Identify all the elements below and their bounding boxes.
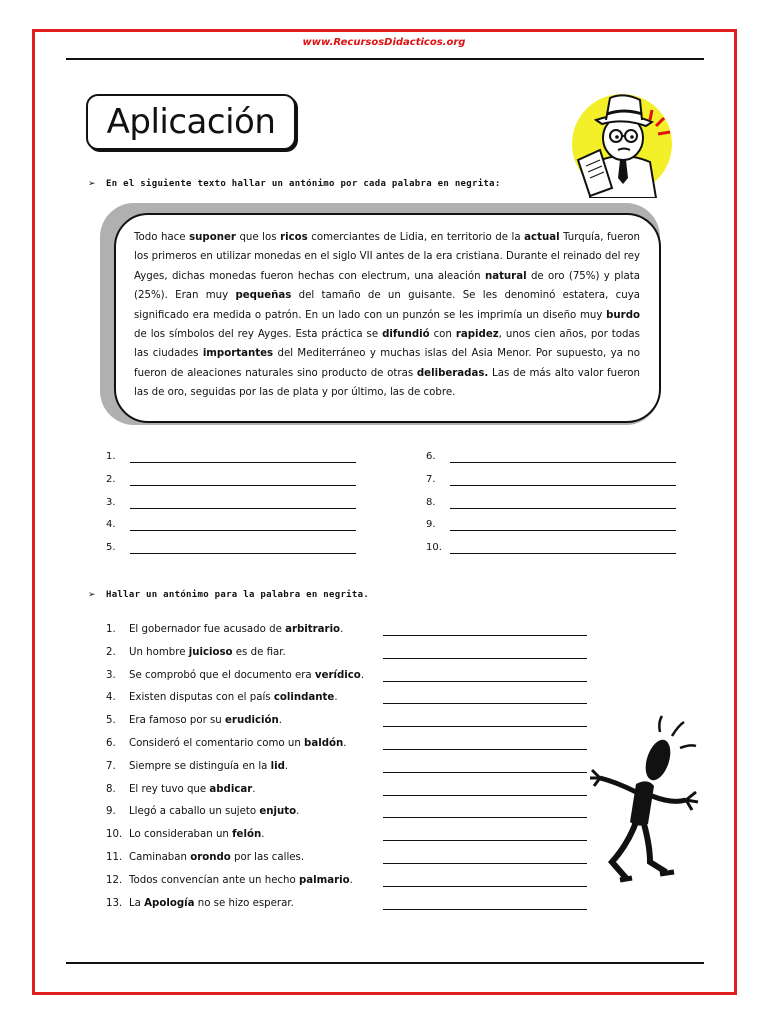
answer-blank-line[interactable] — [450, 530, 676, 531]
question-number: 9. — [106, 806, 116, 818]
section1-instruction — [88, 179, 501, 189]
answer-blank-line[interactable] — [383, 749, 587, 750]
top-rule — [66, 58, 704, 60]
question-number: 4. — [106, 692, 116, 704]
question-text-end: . — [278, 715, 283, 727]
answer-blank-line[interactable] — [450, 508, 676, 509]
paragraph-text: de oro (75%) y plata (25%). Eran muy — [134, 270, 640, 302]
question-text: Era famoso por su — [129, 715, 226, 727]
question-text: Siempre se distinguía en la — [129, 760, 271, 772]
question-number: 8. — [106, 783, 116, 795]
question-text: El gobernador fue acusado de — [129, 624, 286, 635]
bold-keyword: burdo — [606, 309, 640, 321]
answer-blank-line[interactable] — [450, 485, 676, 486]
question-text-end: . — [296, 806, 300, 818]
question-row — [106, 898, 294, 909]
question-row — [106, 670, 364, 681]
answer-blank-line[interactable] — [383, 863, 587, 864]
bold-keyword: deliberadas. — [416, 367, 489, 379]
bold-keyword: Apología — [144, 897, 195, 909]
question-text: El rey tuvo que — [129, 783, 210, 795]
title-box — [86, 94, 296, 150]
question-number: 3. — [106, 669, 116, 681]
answer-number: 9. — [426, 519, 436, 530]
bold-keyword: arbitrario — [285, 624, 341, 635]
answer-blank-line[interactable] — [383, 703, 587, 704]
question-row — [106, 784, 256, 795]
question-text: Todos convencían ante un hecho — [129, 874, 299, 886]
question-text-end: . — [349, 874, 353, 886]
answer-blank-line[interactable] — [130, 553, 356, 554]
bold-keyword: natural — [484, 270, 527, 282]
answer-row — [426, 451, 676, 467]
question-row — [106, 806, 299, 817]
question-row — [106, 875, 353, 886]
question-number: 2. — [106, 646, 116, 658]
bold-keyword: rapidez — [455, 329, 499, 341]
question-number: 5. — [106, 715, 116, 727]
question-text: Un hombre — [129, 646, 189, 658]
bold-keyword: verídico — [314, 669, 361, 681]
question-row — [106, 761, 288, 772]
answer-number: 5. — [106, 542, 116, 553]
answer-blank-line[interactable] — [130, 462, 356, 463]
question-text-end: . — [284, 760, 289, 772]
paragraph-text: Las de más alto valor fueron las de oro, seguidas por las de plata y por último, las de cobre. — [134, 367, 640, 399]
section1-instruction-text: En el siguiente texto hallar un antónimo por cada palabra en negrita: — [106, 179, 501, 189]
answer-row — [106, 519, 356, 535]
question-text-end: . — [360, 669, 365, 681]
reading-paragraph — [134, 228, 640, 403]
bold-keyword: actual — [524, 232, 560, 243]
question-text-end: . — [334, 692, 338, 704]
question-number: 13. — [106, 897, 123, 909]
bold-keyword: ricos — [280, 232, 308, 243]
question-text-end: por las calles. — [230, 852, 305, 863]
answer-row — [106, 451, 356, 467]
answer-row — [426, 519, 676, 535]
paragraph-text: que los — [235, 232, 281, 243]
question-text-end: . — [261, 829, 265, 841]
answer-blank-line[interactable] — [383, 658, 587, 659]
question-text-end: . — [340, 624, 344, 635]
answer-number: 8. — [426, 497, 436, 508]
arrow-bullet-icon: ➢ — [88, 179, 96, 189]
question-row — [106, 715, 282, 726]
answer-row — [106, 542, 356, 558]
question-text: Existen disputas con el país — [129, 692, 274, 704]
bold-keyword: suponer — [189, 232, 236, 243]
answer-row — [426, 542, 676, 558]
answer-row — [426, 474, 676, 490]
answer-blank-line[interactable] — [383, 840, 587, 841]
arrow-bullet-icon: ➢ — [88, 590, 96, 600]
answer-row — [106, 474, 356, 490]
question-text-end: es de fiar. — [232, 646, 286, 658]
question-number: 1. — [106, 624, 116, 635]
question-number: 7. — [106, 760, 116, 772]
site-url: www.RecursosDidacticos.org — [302, 37, 466, 48]
paragraph-text: Todo hace — [134, 232, 190, 243]
question-number: 10. — [106, 829, 123, 841]
bold-keyword: baldón — [304, 738, 344, 749]
section2-instruction-text: Hallar un antónimo para la palabra en negrita. — [106, 590, 370, 600]
question-text: La — [129, 897, 145, 909]
question-number: 11. — [106, 852, 123, 863]
page-title: Aplicación — [106, 102, 276, 142]
question-text-end: . — [343, 738, 347, 749]
paragraph-text: , unos cien años, por todas las ciudades — [134, 329, 640, 360]
answer-blank-line[interactable] — [383, 681, 587, 682]
question-text: Se comprobó que el documento era — [129, 669, 315, 681]
bold-keyword: juicioso — [188, 646, 233, 658]
bold-keyword: felón — [232, 829, 262, 841]
question-text: Lo consideraban un — [129, 829, 233, 841]
bold-keyword: orondo — [190, 852, 231, 863]
answer-number: 4. — [106, 519, 116, 530]
question-row — [106, 852, 304, 863]
question-number: 6. — [106, 738, 116, 749]
detective-illustration — [560, 88, 685, 198]
bottom-rule — [66, 962, 704, 964]
answer-blank-line[interactable] — [130, 530, 356, 531]
paragraph-text: Turquía, fueron los primeros en utilizar monedas en el siglo VII antes de la era cristiana. Durante el reinado del rey Ayges, dichas monedas fueron hechas con electrum, una aleación — [134, 232, 641, 282]
answer-blank-line[interactable] — [383, 726, 587, 727]
bold-keyword: abdicar — [209, 783, 253, 795]
paragraph-text: del tamaño de un guisante. Se les denominó estatera, cuya significado era medida o patrón. En un lado con un punzón se les imprimía un diseño muy — [134, 290, 640, 321]
answer-blank-line[interactable] — [383, 886, 587, 887]
question-text-end: . — [252, 783, 256, 795]
answer-blank-line[interactable] — [130, 508, 356, 509]
bold-keyword: palmario — [299, 874, 350, 886]
paragraph-text: con — [429, 329, 456, 341]
answer-blank-line[interactable] — [450, 553, 676, 554]
answer-blank-line[interactable] — [383, 795, 587, 796]
answer-number: 7. — [426, 474, 436, 485]
answer-blank-line[interactable] — [383, 635, 587, 636]
answer-blank-line[interactable] — [383, 817, 587, 818]
question-text: Consideró el comentario como un — [129, 738, 305, 749]
question-row — [106, 692, 338, 703]
answer-blank-line[interactable] — [130, 485, 356, 486]
answer-number: 1. — [106, 451, 116, 462]
answer-row — [426, 497, 676, 513]
bold-keyword: difundió — [382, 329, 430, 341]
answer-number: 10. — [426, 542, 442, 553]
bold-keyword: pequeñas — [235, 290, 292, 302]
question-row — [106, 624, 343, 635]
question-text-end: no se hizo esperar. — [194, 897, 294, 909]
paragraph-text: de los símbolos del rey Ayges. Esta práctica se — [134, 329, 383, 341]
paragraph-text: del Mediterráneo y muchas islas del Asia Menor. Por supuesto, ya no fueron de aleaciones naturales sino producto de otras — [134, 348, 640, 379]
question-number: 12. — [106, 874, 123, 886]
question-row — [106, 738, 347, 749]
stick-figure-illustration — [588, 712, 708, 892]
answer-blank-line[interactable] — [383, 772, 587, 773]
question-row — [106, 829, 264, 840]
bold-keyword: enjuto — [259, 806, 297, 818]
bold-keyword: lid — [270, 760, 285, 772]
answer-row — [106, 497, 356, 513]
bold-keyword: colindante — [273, 692, 335, 704]
paragraph-text: comerciantes de Lidia, en territorio de la — [307, 232, 525, 243]
section2-instruction — [88, 590, 369, 600]
bold-keyword: importantes — [202, 348, 274, 360]
question-text: Caminaban — [129, 852, 191, 863]
question-row — [106, 647, 286, 658]
question-text: Llegó a caballo un sujeto — [129, 806, 260, 818]
bold-keyword: erudición — [225, 715, 279, 727]
answer-blank-line[interactable] — [383, 909, 587, 910]
answer-number: 3. — [106, 497, 116, 508]
answer-number: 6. — [426, 451, 436, 462]
answer-number: 2. — [106, 474, 116, 485]
answer-blank-line[interactable] — [450, 462, 676, 463]
